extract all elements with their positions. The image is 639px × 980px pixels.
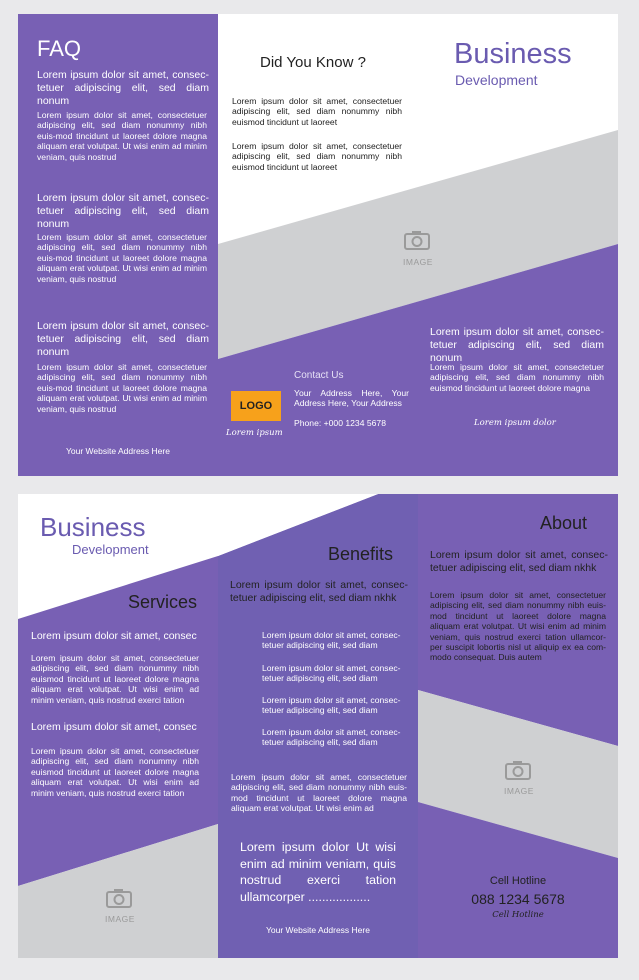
- hotline-signature: Cell Hotline: [492, 910, 544, 920]
- services-body-1: Lorem ipsum dolor sit amet, consectetuer adipiscing elit, sed diam nonummy nibh euismod tincidunt ut laoreet dolore magna aliquam erat volutpat. Ut wisi enim ad minim veniam, quis nostrud exerci tation: [31, 653, 199, 705]
- faq-body-2: Lorem ipsum dolor sit amet, consectetuer adipiscing elit, sed diam nonummy nibh euis-mod tincidunt ut laoreet dolore magna aliquam erat volutpat. Ut wisi enim ad minim veniam, quis nostrud: [37, 232, 207, 284]
- about-title: About: [540, 513, 588, 533]
- faq-body-3: Lorem ipsum dolor sit amet, consectetuer adipiscing elit, sed diam nonummy nibh euis-mod tincidunt ut laoreet dolore magna aliquam erat volutpat. Ut wisi enim ad minim veniam, quis nostrud: [37, 362, 207, 414]
- hotline-number: 088 1234 5678: [471, 891, 565, 907]
- benefits-body: Lorem ipsum dolor sit amet, consectetuer adipiscing elit, sed diam nonummy nibh euis-mod tincidunt ut laoreet dolore magna aliquam erat volutpat. Ut wisi enim ad: [231, 772, 407, 814]
- right-head: Lorem ipsum dolor sit amet, consec-tetuer adipiscing elit, sed diam nonum: [430, 326, 604, 364]
- contact-address: Your Address Here, Your Address Here, Your Address: [294, 388, 409, 409]
- services-head-1: Lorem ipsum dolor sit amet, consec: [31, 630, 197, 642]
- signature: Lorem ipsum dolor: [474, 418, 556, 428]
- services-title: Services: [128, 592, 198, 612]
- camera-icon-3: [505, 760, 531, 780]
- contact-title: Contact Us: [294, 370, 344, 381]
- faq-head-1: Lorem ipsum dolor sit amet, consec-tetuer adipiscing elit, sed diam nonum: [37, 69, 209, 107]
- camera-icon: [404, 230, 430, 250]
- faq-body-1: Lorem ipsum dolor sit amet, consectetuer adipiscing elit, sed diam nonummy nibh euis-mod tincidunt ut laoreet dolore magna aliquam erat volutpat. Ut wisi enim ad minim veniam, quis nostrud: [37, 110, 207, 162]
- image-placeholder-label-3: IMAGE: [504, 786, 534, 796]
- website-address: Your Website Address Here: [66, 446, 170, 456]
- top-brochure: [18, 14, 618, 476]
- image-placeholder-label-2: IMAGE: [105, 914, 135, 924]
- did-you-know-p1: Lorem ipsum dolor sit amet, consectetuer adipiscing elit, sed diam nonummy nibh euismod tincidunt ut laoreet: [232, 96, 402, 127]
- about-head: Lorem ipsum dolor sit amet, consec-tetuer adipiscing elit, sed diam nkhk: [430, 549, 608, 574]
- services-head-2: Lorem ipsum dolor sit amet, consec: [31, 721, 197, 733]
- hotline-label: Cell Hotline: [489, 875, 547, 887]
- benefits-head: Lorem ipsum dolor sit amet, consec-tetuer adipiscing elit, sed diam nkhk: [230, 579, 408, 604]
- faq-title: FAQ: [37, 36, 82, 61]
- bottom-brochure: [18, 494, 618, 958]
- faq-head-3: Lorem ipsum dolor sit amet, consec-tetuer adipiscing elit, sed diam nonum: [37, 320, 209, 358]
- benefits-quote: Lorem ipsum dolor Ut wisi enim ad minim veniam, quis nostrud exerci tation ullamcorper ..................: [240, 840, 396, 904]
- about-body: Lorem ipsum dolor sit amet, consectetuer adipiscing elit, sed diam nonummy nibh euis-mod tincidunt ut laoreet dolore magna aliquam erat volutpat. Ut wisi enim ad minim veniam, quis nostrud exerci tation ullamcor-per suscipit lobortis nisl ut aliquip ex ea com-modo consequat. Duis autem: [430, 590, 606, 663]
- benefits-title: Benefits: [328, 544, 394, 564]
- benefit-item-4: Lorem ipsum dolor sit amet, consec-tetuer adipiscing elit, sed diam: [262, 727, 401, 748]
- logo-tagline: Lorem ipsum: [226, 428, 283, 438]
- benefit-item-1: Lorem ipsum dolor sit amet, consec-tetuer adipiscing elit, sed diam: [262, 630, 401, 651]
- did-you-know-p2: Lorem ipsum dolor sit amet, consectetuer adipiscing elit, sed diam nonummy nibh euismod tincidunt ut laoreet: [232, 141, 402, 172]
- benefit-item-2: Lorem ipsum dolor sit amet, consec-tetuer adipiscing elit, sed diam: [262, 663, 401, 684]
- contact-phone: Phone: +000 1234 5678: [294, 418, 386, 428]
- business-title: Business: [454, 38, 572, 70]
- development-subtitle: Development: [455, 72, 538, 88]
- camera-icon-2: [106, 888, 132, 908]
- business-title-2: Business: [40, 512, 146, 542]
- image-placeholder-label: IMAGE: [403, 257, 433, 267]
- logo-box: [231, 391, 281, 421]
- services-body-2: Lorem ipsum dolor sit amet, consectetuer adipiscing elit, sed diam nonummy nibh euismod tincidunt ut laoreet dolore magna aliquam erat volutpat. Ut wisi enim ad minim veniam, quis nostrud exerci tation: [31, 746, 199, 798]
- faq-panel: [18, 14, 218, 476]
- website-address-2: Your Website Address Here: [266, 925, 370, 935]
- logo-text: LOGO: [239, 400, 273, 412]
- development-subtitle-2: Development: [72, 542, 149, 557]
- benefit-item-3: Lorem ipsum dolor sit amet, consec-tetuer adipiscing elit, sed diam: [262, 695, 401, 716]
- did-you-know-title: Did You Know ?: [260, 54, 366, 71]
- right-body: Lorem ipsum dolor sit amet, consectetuer adipiscing elit, sed diam nonummy nibh euismod tincidunt ut laoreet dolore magna: [430, 362, 604, 393]
- faq-head-2: Lorem ipsum dolor sit amet, consec-tetuer adipiscing elit, sed diam nonum: [37, 192, 209, 230]
